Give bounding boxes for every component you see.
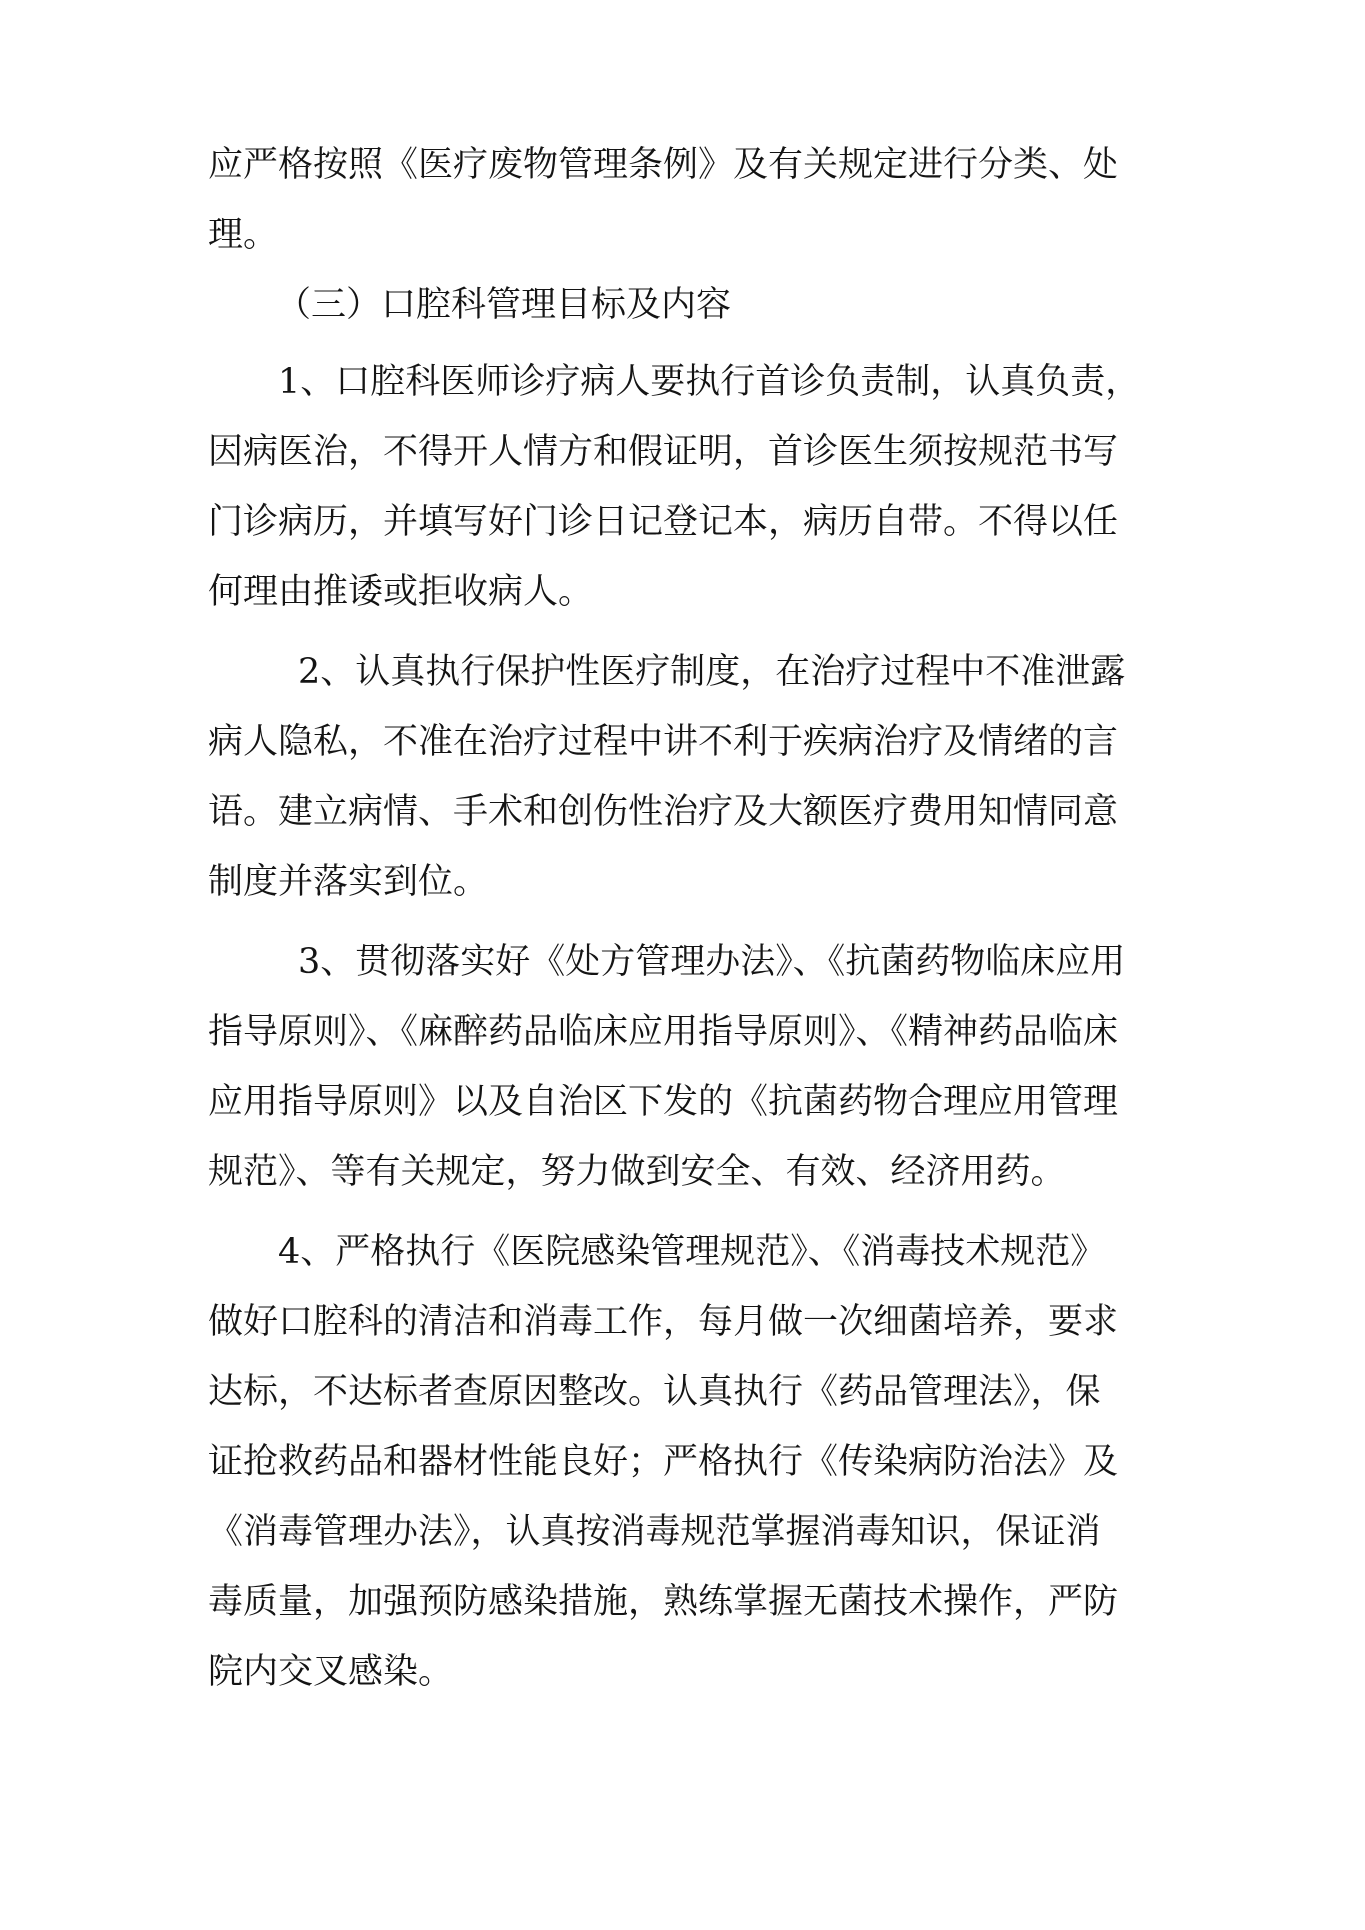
item-text: 、口腔科医师诊疗病人要执行首诊负责制，认真负责， [300,362,1141,402]
item-number: 2 [298,652,321,692]
list-item-first-line [298,940,1125,984]
item-text: 、贯彻落实好《处方管理办法》、《抗菌药物临床应用 [320,942,1126,982]
paragraph-line: 制度并落实到位。 [208,862,489,902]
item-number: 4 [278,1232,301,1272]
paragraph-line: 理。 [208,215,279,255]
paragraph-line: 毒质量，加强预防感染措施，熟练掌握无菌技术操作，严防 [208,1582,1119,1622]
item-number: 1 [278,362,301,402]
paragraph-line: 门诊病历，并填写好门诊日记登记本，病历自带。不得以任 [208,502,1119,542]
paragraph-line: 应用指导原则》以及自治区下发的《抗菌药物合理应用管理 [208,1082,1119,1122]
paragraph-line: 《消毒管理办法》，认真按消毒规范掌握消毒知识，保证消 [208,1512,1101,1552]
paragraph-line: 病人隐私，不准在治疗过程中讲不利于疾病治疗及情绪的言 [208,722,1119,762]
paragraph-line: 规范》、等有关规定，努力做到安全、有效、经济用药。 [208,1152,1066,1192]
paragraph-line: 指导原则》、《麻醉药品临床应用指导原则》、《精神药品临床 [208,1012,1119,1052]
paragraph-line: 何理由推诿或拒收病人。 [208,572,594,612]
item-text: 、认真执行保护性医疗制度，在治疗过程中不准泄露 [320,652,1126,692]
paragraph-line: 应严格按照《医疗废物管理条例》及有关规定进行分类、处 [208,145,1119,185]
section-heading: （三）口腔科管理目标及内容 [276,285,732,325]
list-item-first-line [278,1230,1105,1274]
paragraph-line: 院内交叉感染。 [208,1652,454,1692]
paragraph-line: 语。建立病情、手术和创伤性治疗及大额医疗费用知情同意 [208,792,1119,832]
list-item-first-line [278,360,1140,404]
paragraph-line: 因病医治，不得开人情方和假证明，首诊医生须按规范书写 [208,432,1119,472]
paragraph-line: 做好口腔科的清洁和消毒工作，每月做一次细菌培养，要求 [208,1302,1119,1342]
paragraph-line: 达标，不达标者查原因整改。认真执行《药品管理法》，保 [208,1372,1101,1412]
item-text: 、严格执行《医院感染管理规范》、《消毒技术规范》 [300,1232,1106,1272]
list-item-first-line [298,650,1125,694]
paragraph-line: 证抢救药品和器材性能良好；严格执行《传染病防治法》及 [208,1442,1119,1482]
item-number: 3 [298,942,321,982]
